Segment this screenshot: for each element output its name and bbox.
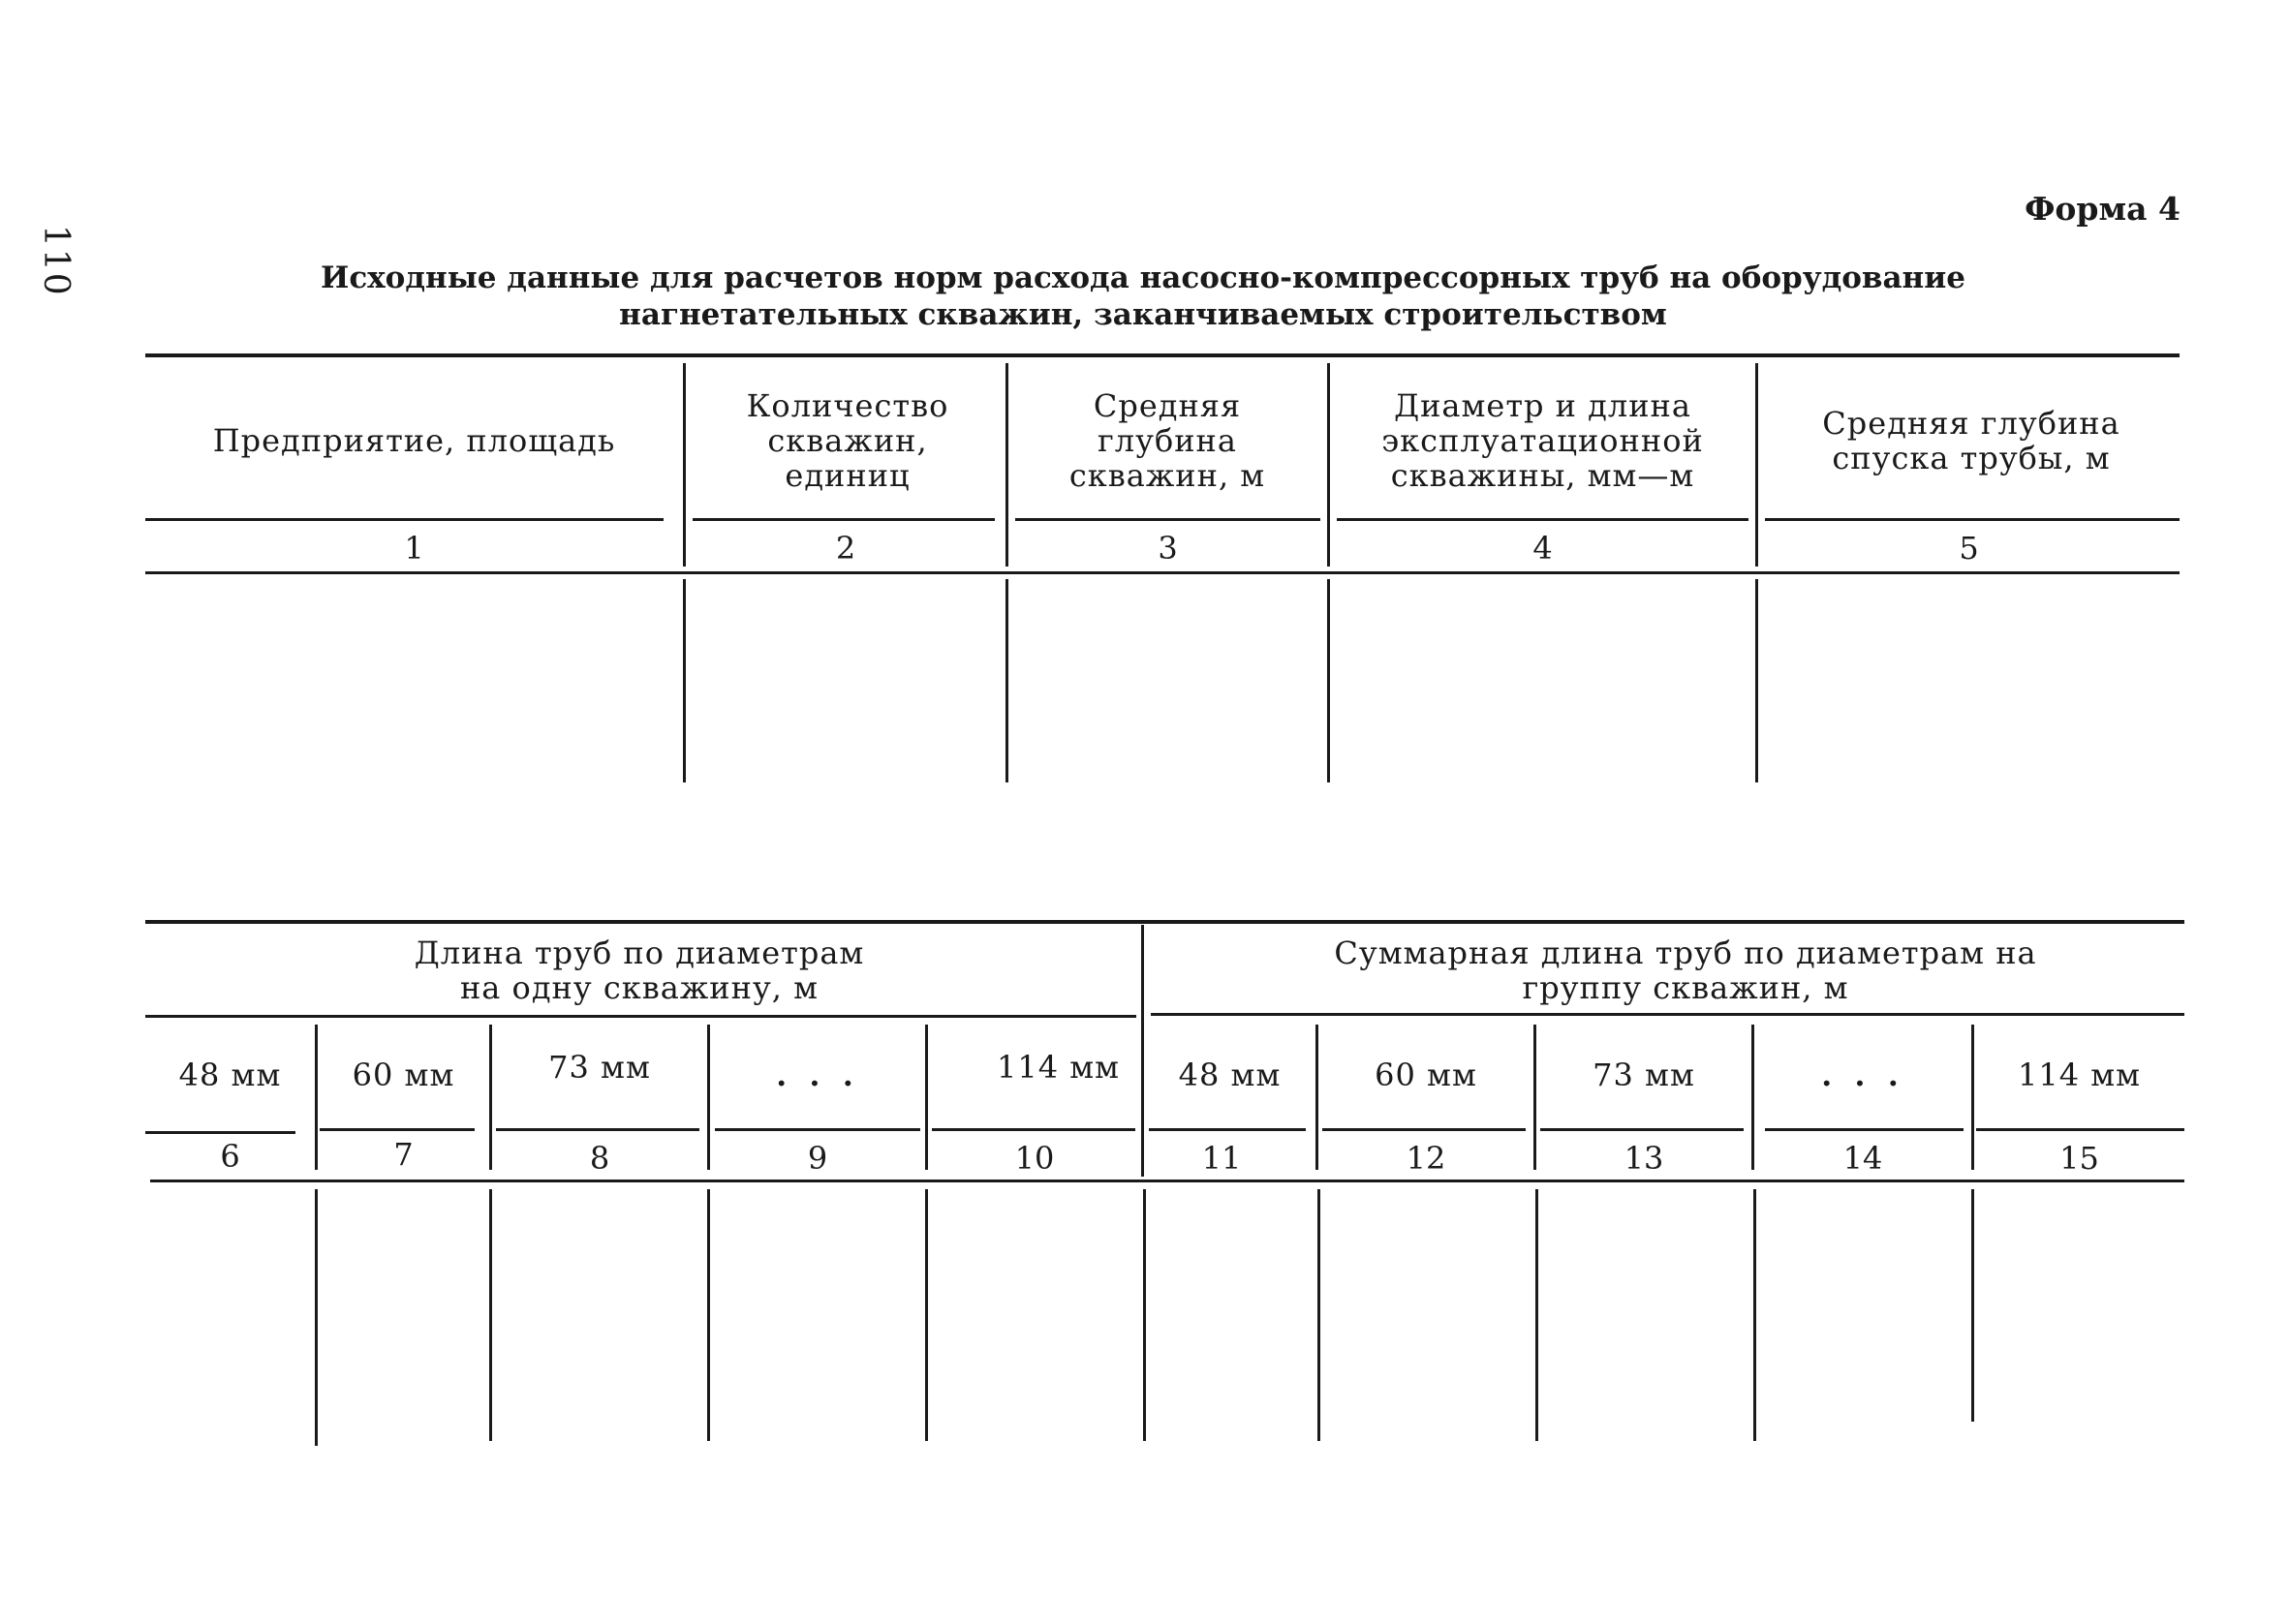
- table1-header-diameter-length: Диаметр и длина эксплуатационной скважины, мм—м: [1381, 387, 1704, 494]
- table2-col-number-6: 6: [220, 1138, 240, 1175]
- table2-sub-underline-14: [1765, 1128, 1964, 1131]
- form-label: Форма 4: [2025, 190, 2181, 228]
- table1-body-divider-3: [1327, 579, 1330, 782]
- table2-sub-underline-6: [145, 1131, 295, 1134]
- table2-body-divider-2: [489, 1189, 492, 1441]
- table1-body-divider-4: [1755, 579, 1758, 782]
- table2-subheader-9: . . .: [776, 1057, 859, 1093]
- table2-subheader-12: 60 мм: [1375, 1057, 1477, 1093]
- table1-col-number-2: 2: [835, 530, 856, 567]
- table2-body-divider-8: [1753, 1189, 1756, 1441]
- table2-sub-underline-8: [496, 1128, 699, 1131]
- table2-sub-underline-12: [1322, 1128, 1526, 1131]
- table2-group-underline-left: [145, 1015, 1136, 1018]
- table2-subheader-11: 48 мм: [1178, 1057, 1282, 1093]
- table2-subheader-7: 60 мм: [352, 1057, 455, 1093]
- page-number: 110: [36, 225, 76, 297]
- table2-sub-underline-7: [320, 1128, 475, 1131]
- table2-sub-underline-11: [1149, 1128, 1306, 1131]
- table1-col-number-5: 5: [1959, 530, 1979, 567]
- table2-sub-underline-9: [715, 1128, 920, 1131]
- table1-header-underline-5: [1765, 518, 2180, 521]
- table2-group-underline-right: [1151, 1013, 2184, 1016]
- table1-number-rule: [145, 571, 2180, 574]
- table1-header-underline-1: [145, 518, 664, 521]
- table1-header-underline-4: [1337, 518, 1748, 521]
- table2-subheader-6: 48 мм: [178, 1057, 282, 1093]
- table1-header-enterprise: Предприятие, площадь: [212, 422, 616, 459]
- table2-col-number-13: 13: [1624, 1140, 1664, 1177]
- table2-col-number-11: 11: [1201, 1140, 1242, 1177]
- table2-col-number-15: 15: [2059, 1140, 2099, 1177]
- table1-header-avg-depth: Средняя глубина скважин, м: [1068, 387, 1266, 494]
- table2-body-divider-9: [1971, 1189, 1974, 1422]
- table1-header-underline-2: [693, 518, 995, 521]
- document-title: [310, 260, 1976, 333]
- table2-body-divider-5: [1143, 1189, 1146, 1441]
- table2-subheader-14: . . .: [1821, 1057, 1904, 1093]
- table2-body-divider-3: [707, 1189, 710, 1441]
- table1-body-divider-2: [1005, 579, 1008, 782]
- table1-body-divider-1: [683, 579, 686, 782]
- table2-body-divider-7: [1535, 1189, 1538, 1441]
- table2-body-divider-6: [1317, 1189, 1320, 1441]
- table2-subheader-8: 73 мм: [548, 1049, 651, 1086]
- table2-body-divider-1: [315, 1189, 318, 1446]
- table2-number-rule: [150, 1180, 2184, 1182]
- table2-col-number-14: 14: [1842, 1140, 1883, 1177]
- title-line-2: нагнетательных скважин, заканчиваемых строительством: [619, 297, 1667, 332]
- table2-col-number-10: 10: [1014, 1140, 1055, 1177]
- table1-header-descent-depth: Средняя глубина спуска трубы, м: [1822, 405, 2120, 476]
- table2-sub-underline-13: [1540, 1128, 1744, 1131]
- table2-group-header-right: Суммарная длина труб по диаметрам на группу скважин, м: [1334, 935, 2037, 1006]
- table1-col-number-3: 3: [1158, 530, 1178, 567]
- table2-subheader-13: 73 мм: [1593, 1057, 1695, 1093]
- table2-sub-underline-10: [932, 1128, 1135, 1131]
- title-line-1: Исходные данные для расчетов норм расхода насосно-компрессорных труб на оборудование: [321, 260, 1965, 295]
- table1-col-number-1: 1: [404, 530, 424, 567]
- table2-subheader-10: 114 мм: [996, 1049, 1120, 1086]
- table2-subheader-15: 114 мм: [2017, 1057, 2142, 1093]
- table2-col-number-8: 8: [589, 1140, 610, 1177]
- table2-col-number-9: 9: [807, 1140, 828, 1177]
- table1-top-rule: [145, 353, 2180, 357]
- table2-col-number-12: 12: [1406, 1140, 1446, 1177]
- table2-col-number-7: 7: [393, 1136, 414, 1173]
- table2-top-rule: [145, 920, 2184, 924]
- table1-header-underline-3: [1015, 518, 1320, 521]
- table1-header-well-count: Количество скважин, единиц: [746, 387, 949, 494]
- table2-sub-underline-15: [1976, 1128, 2184, 1131]
- table2-group-header-left: Длина труб по диаметрам на одну скважину, м: [414, 935, 865, 1006]
- table1-col-number-4: 4: [1532, 530, 1553, 567]
- table2-body-divider-4: [925, 1189, 928, 1441]
